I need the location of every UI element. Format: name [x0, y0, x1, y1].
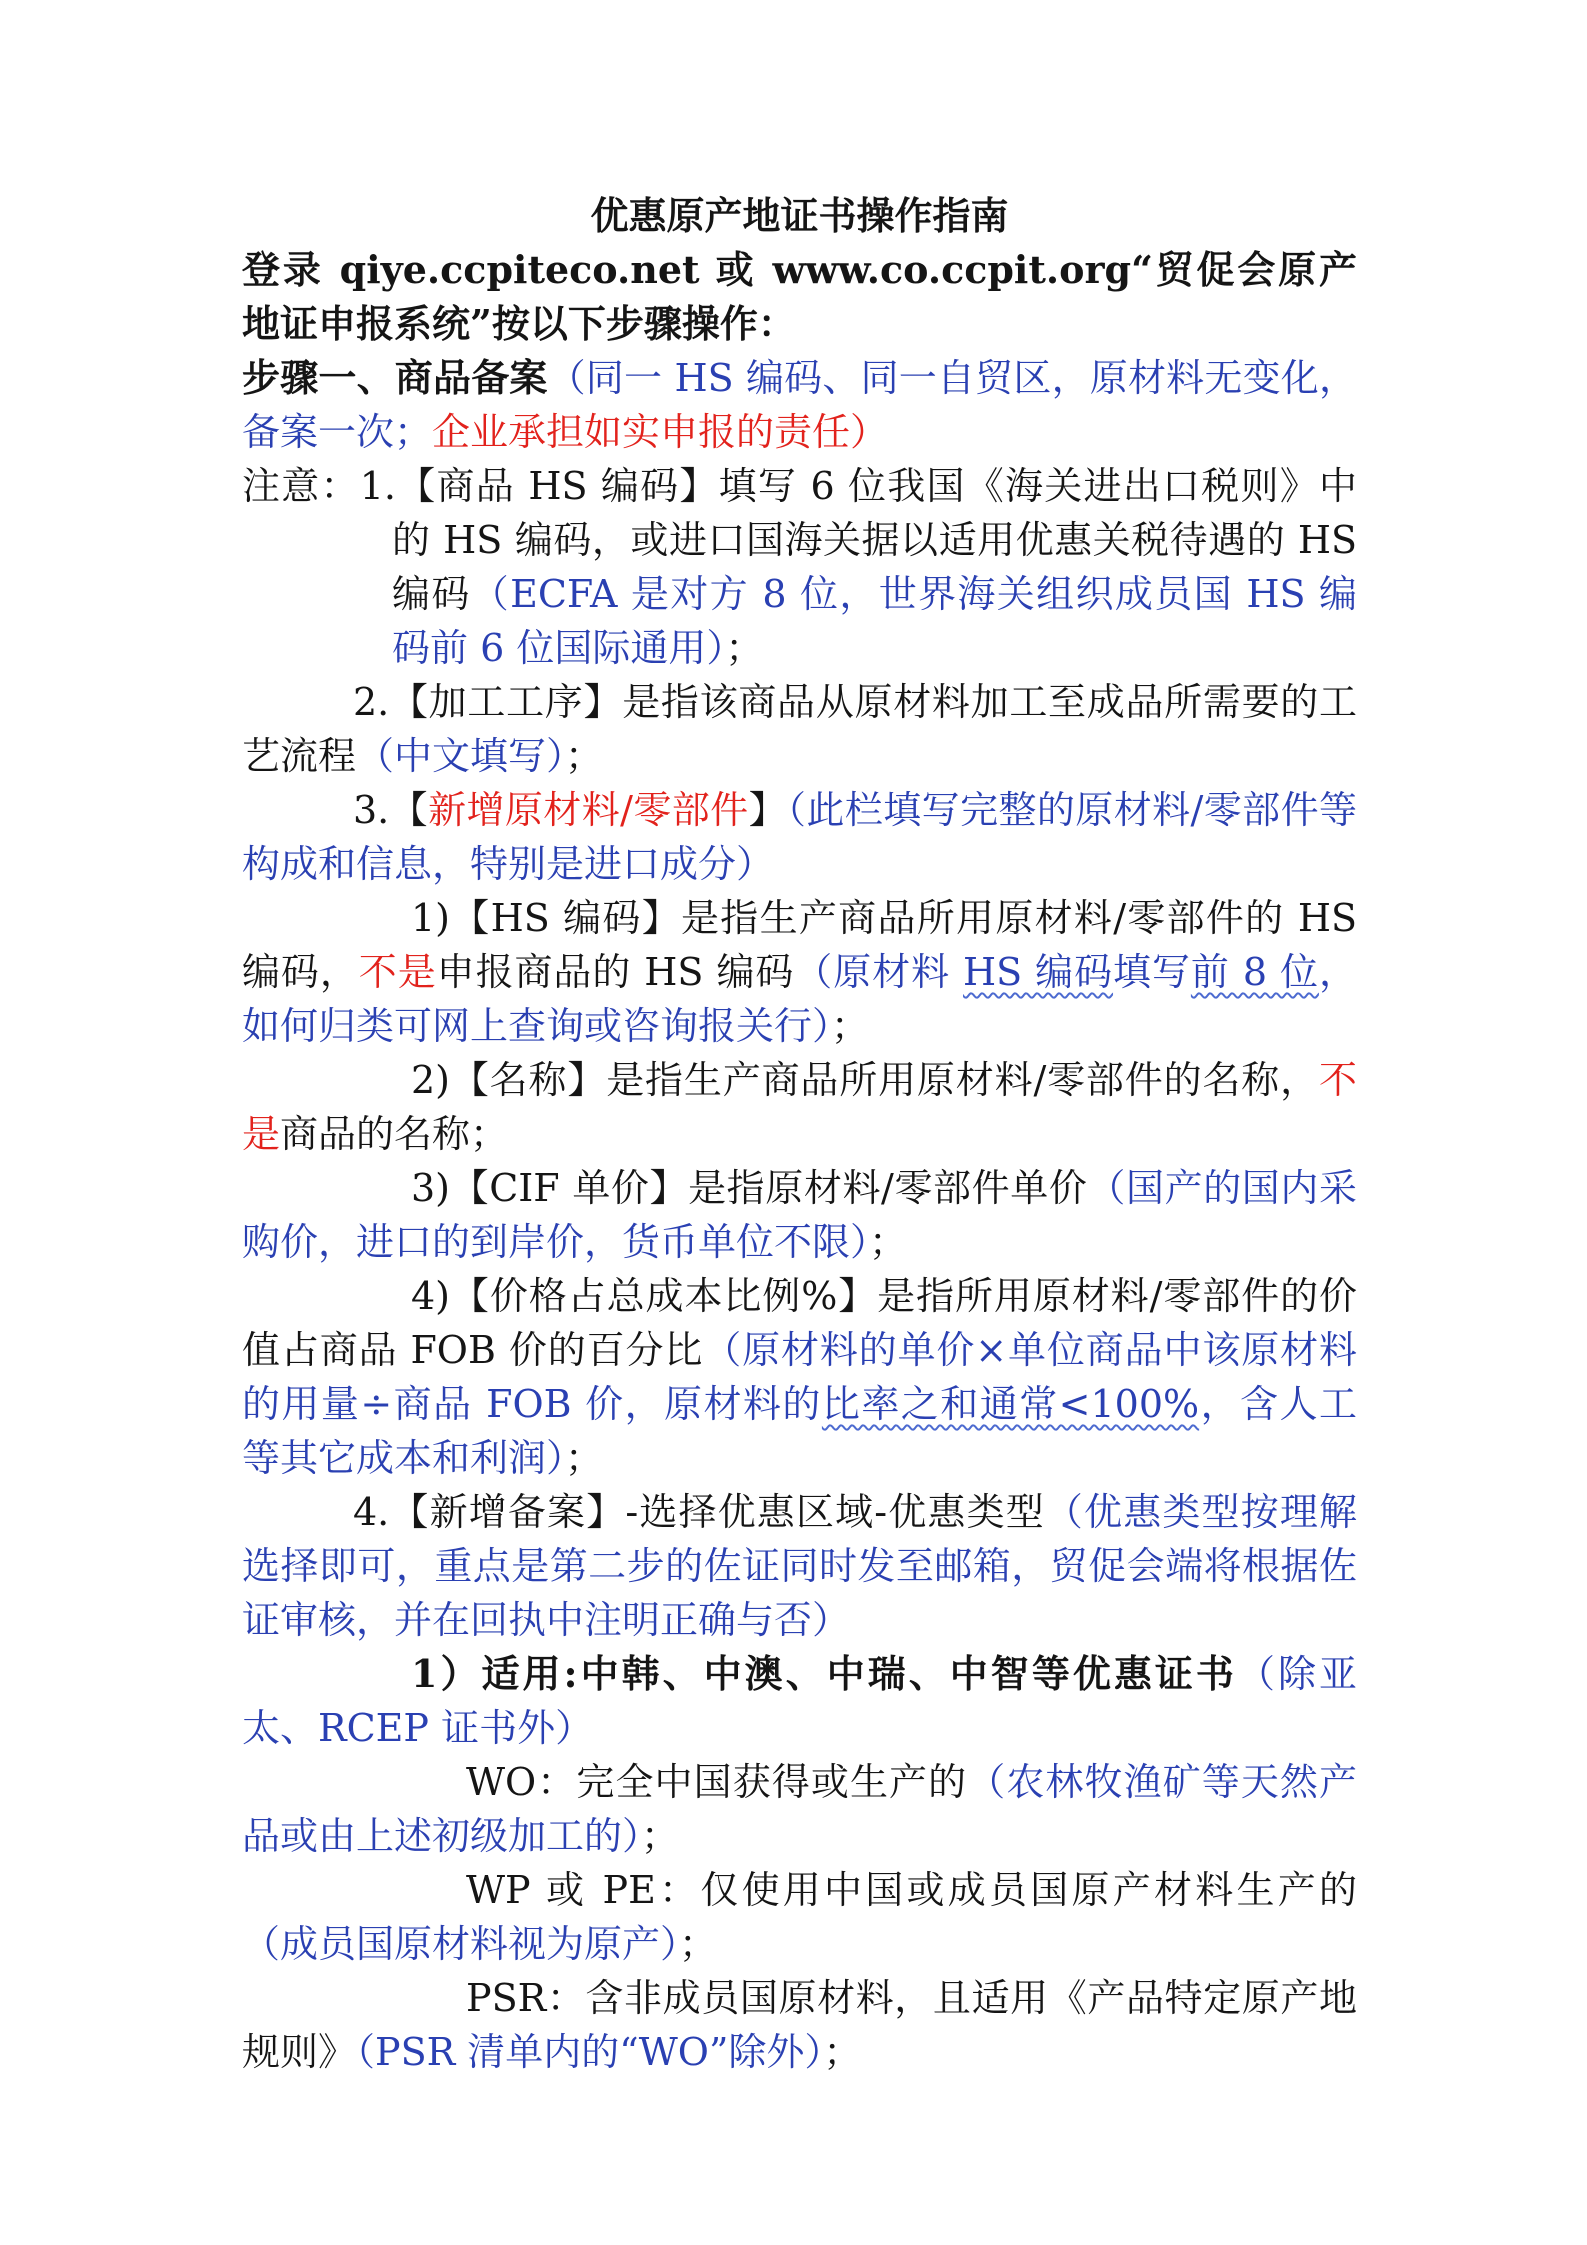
criterion-wo: [242, 1755, 1357, 1863]
criterion-psr-text: PSR：含非成员国原材料，且适用《产品特定原产地规则》: [242, 1976, 1357, 2074]
guide-title-text: 优惠原产地证书操作指南: [590, 193, 1009, 238]
criterion-wp-end: ；: [679, 1922, 718, 1966]
sub-hs-code-hint-c: 填写: [1113, 950, 1191, 994]
sub-name-text: 2)【名称】是指生产商品所用原材料/零部件的名称，: [411, 1058, 1319, 1102]
sub-cif-price-text: 3)【CIF 单价】是指原材料/零部件单价: [411, 1166, 1088, 1210]
applicable-certificates-hint: （除亚太、RCEP 证书外）: [242, 1652, 1357, 1750]
note-processing-end: ；: [565, 734, 604, 778]
step-one-note: （同一 HS 编码、同一自贸区，原材料无变化，备案一次；: [242, 356, 1357, 454]
criterion-wp-text: WP 或 PE：仅使用中国或成员国原产材料生产的: [466, 1868, 1357, 1912]
sub-cif-price-hint: （国产的国内采购价，进口的到岸价，货币单位不限）: [242, 1166, 1357, 1264]
note-new-materials-hint: （此栏填写完整的原材料/零部件等构成和信息，特别是进口成分）: [242, 788, 1357, 886]
note-processing: [242, 675, 1357, 783]
criterion-psr-hint: （PSR 清单内的“WO”除外）: [356, 2030, 824, 2074]
note-hs-code-hint: （ECFA 是对方 8 位，世界海关组织成员国 HS 编码前 6 位国际通用）: [392, 572, 1357, 670]
step-one-warning: 企业承担如实申报的责任）: [432, 410, 889, 454]
criterion-psr-end: ；: [823, 2030, 862, 2074]
sub-cost-ratio: [242, 1269, 1357, 1485]
sub-hs-code-hint-a: （原材料: [794, 950, 963, 994]
sub-hs-code-hint-d: 前 8 位: [1190, 950, 1319, 994]
sub-name-not: 不是: [242, 1058, 1357, 1156]
sub-hs-code-hint-e: ，如何归类可网上查询或咨询报关行）: [242, 950, 1357, 1048]
sub-hs-code-end: ；: [831, 1004, 870, 1048]
applicable-certificates-text: 1）适用:中韩、中澳、中瑞、中智等优惠证书: [411, 1651, 1237, 1696]
sub-hs-code-not: 不是: [358, 950, 437, 994]
note-processing-hint: （中文填写）: [356, 734, 566, 778]
sub-hs-code: [242, 891, 1357, 1053]
note-new-materials-lead: 3.【: [353, 788, 429, 832]
applicable-certificates: [242, 1647, 1357, 1755]
criterion-wo-end: ；: [641, 1814, 680, 1858]
criterion-wp: [242, 1863, 1357, 1971]
sub-name-text2: 商品的名称；: [280, 1112, 509, 1156]
sub-cost-ratio-hint-b: 比率之和通常<100%: [821, 1382, 1200, 1426]
note-new-materials-field: 新增原材料/零部件: [428, 788, 749, 832]
note-new-filing-hint: （优惠类型按理解选择即可，重点是第二步的佐证同时发至邮箱，贸促会端将根据佐证审核，并在回执中注明正确与否）: [242, 1490, 1357, 1642]
sub-hs-code-hint-b: HS 编码: [963, 950, 1114, 994]
note-new-filing: [242, 1485, 1357, 1647]
criterion-wo-text: WO：完全中国获得或生产的: [466, 1760, 968, 1804]
sub-name: [242, 1053, 1357, 1161]
guide-title: [242, 189, 1357, 243]
document-page: [242, 189, 1357, 2079]
login-instruction: [242, 243, 1357, 351]
sub-cost-ratio-text: 4)【价格占总成本比例%】是指所用原材料/零部件的价值占商品 FOB 价的百分比: [242, 1274, 1357, 1372]
note-new-materials-close: 】: [748, 788, 788, 832]
criterion-psr: [242, 1971, 1357, 2079]
login-instruction-text: 登录 qiye.ccpiteco.net 或 www.co.ccpit.org“贸促会原产地证申报系统”按以下步骤操作：: [242, 247, 1357, 346]
step-one-heading: 步骤一、商品备案: [242, 355, 548, 400]
sub-cost-ratio-hint-c: ，含人工等其它成本和利润）: [242, 1382, 1357, 1480]
note-hs-code: [242, 459, 1357, 675]
sub-cost-ratio-end: ；: [565, 1436, 604, 1480]
sub-hs-code-text: 1)【HS 编码】是指生产商品所用原材料/零部件的 HS 编码，: [242, 896, 1357, 994]
step-one: [242, 351, 1357, 459]
sub-cif-price-end: ；: [869, 1220, 908, 1264]
sub-hs-code-text2: 申报商品的 HS 编码: [436, 950, 795, 994]
sub-cif-price: [242, 1161, 1357, 1269]
note-hs-code-text: 注意：1.【商品 HS 编码】填写 6 位我国《海关进出口税则》中的 HS 编码，或进口国海关据以适用优惠关税待遇的 HS 编码: [242, 464, 1357, 616]
criterion-wp-hint: （成员国原材料视为原产）: [242, 1922, 680, 1966]
note-new-filing-text: 4.【新增备案】-选择优惠区域-优惠类型: [353, 1490, 1045, 1534]
note-hs-code-end: ；: [725, 626, 764, 670]
note-new-materials: [242, 783, 1357, 891]
criterion-wo-hint: （农林牧渔矿等天然产品或由上述初级加工的）: [242, 1760, 1357, 1858]
note-processing-text: 2.【加工工序】是指该商品从原材料加工至成品所需要的工艺流程: [242, 680, 1357, 778]
sub-cost-ratio-hint-a: （原材料的单价×单位商品中该原材料的用量÷商品 FOB 价，原材料的: [242, 1328, 1357, 1426]
